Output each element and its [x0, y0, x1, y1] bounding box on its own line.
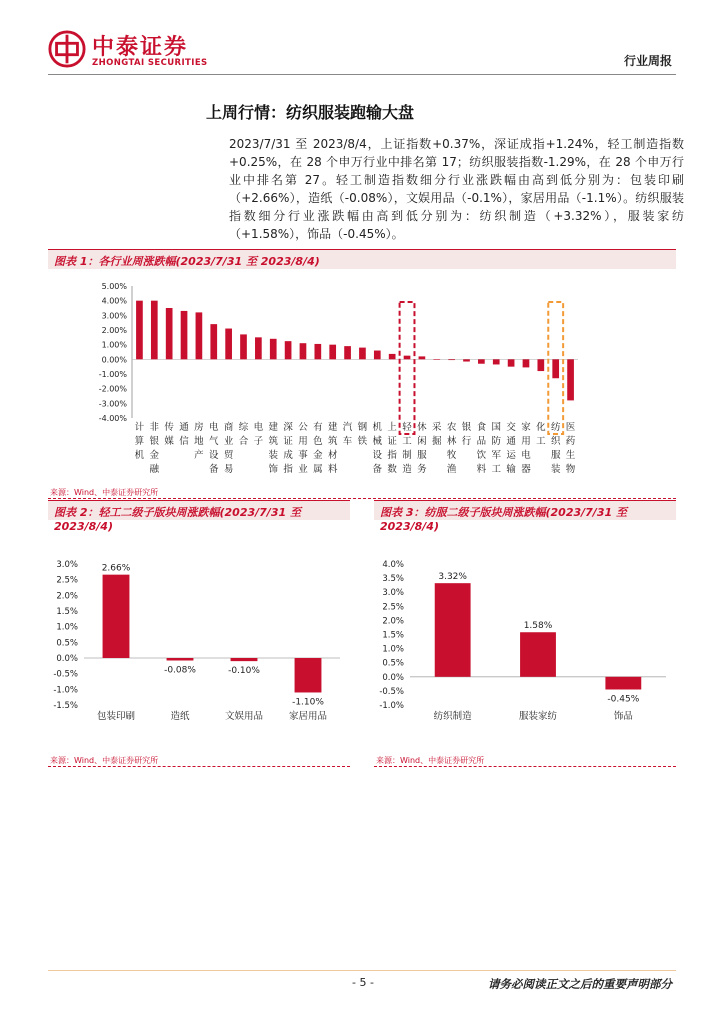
y-tick-label: -0.5%	[53, 669, 78, 680]
x-tick-label: 机	[372, 422, 383, 433]
x-tick-label: 渔	[446, 464, 457, 475]
y-tick-label: 2.5%	[382, 602, 404, 613]
y-tick-label: 1.5%	[382, 630, 404, 641]
x-tick-label: 业	[298, 464, 308, 475]
y-tick-label: 3.0%	[56, 560, 78, 570]
y-tick-label: -1.0%	[53, 685, 78, 696]
bar-休闲服务	[419, 356, 426, 359]
y-tick-label: 2.5%	[56, 575, 78, 586]
y-tick-label: 0.0%	[382, 672, 404, 683]
figure-3-title: 图表 3：纺服二级子版块周涨跌幅(2023/7/31 至 2023/8/4)	[374, 500, 676, 520]
x-tick-label: 计	[134, 422, 145, 433]
data-label: 3.32%	[438, 572, 467, 583]
x-tick-label: 服	[417, 450, 427, 461]
x-tick-label: 品	[476, 436, 487, 447]
x-tick-label: 行	[461, 436, 472, 447]
x-tick-label: 贸	[223, 450, 234, 461]
x-tick-label: 属	[313, 464, 323, 475]
bar-纺织服装	[552, 359, 559, 378]
x-tick-label: 筑	[268, 436, 278, 447]
x-tick-label: 上	[387, 422, 397, 433]
x-tick-label: 掘	[432, 436, 442, 447]
bar-有色金属	[314, 344, 321, 359]
bar-文娱用品	[231, 658, 258, 661]
bar-轻工制造	[404, 356, 411, 360]
bar-非银金融	[151, 301, 158, 360]
x-tick-label: 商	[223, 422, 234, 433]
x-tick-label: 物	[565, 464, 576, 475]
x-tick-label: 造纸	[170, 711, 190, 722]
x-tick-label: 工	[402, 436, 412, 447]
x-tick-label: 房	[194, 422, 204, 433]
bar-交通运输	[508, 359, 515, 366]
x-tick-label: 气	[209, 436, 219, 447]
figure-3-divider	[374, 766, 676, 767]
logo-english-name: ZHONGTAI SECURITIES	[92, 58, 208, 68]
x-tick-label: 易	[223, 464, 234, 475]
x-tick-label: 车	[342, 436, 353, 447]
x-tick-label: 林	[446, 436, 457, 447]
x-tick-label: 事	[298, 450, 308, 461]
y-tick-label: -1.5%	[53, 701, 78, 711]
x-tick-label: 装	[268, 450, 278, 461]
report-type-label: 行业周报	[623, 54, 672, 68]
x-tick-label: 装	[550, 464, 561, 475]
disclaimer-text: 请务必阅读正文之后的重要声明部分	[488, 977, 672, 991]
y-tick-label: 0.5%	[382, 658, 404, 669]
bar-包装印刷	[103, 575, 130, 658]
figure-1-divider	[48, 498, 676, 499]
figure-2-source: 来源：Wind、中泰证券研究所	[50, 756, 159, 765]
x-tick-label: 材	[327, 450, 338, 461]
figure-1-bar-chart	[48, 272, 676, 484]
x-tick-label: 运	[506, 450, 516, 461]
y-tick-label: -1.0%	[379, 701, 404, 711]
x-tick-label: 医	[565, 422, 576, 433]
x-tick-label: 电	[209, 422, 219, 433]
x-tick-label: 家居用品	[288, 711, 328, 722]
data-label: -1.10%	[292, 697, 324, 708]
y-tick-label: 1.0%	[56, 622, 78, 633]
x-tick-label: 药	[565, 436, 576, 447]
x-tick-label: 地	[194, 436, 204, 447]
x-tick-label: 防	[491, 436, 501, 447]
x-tick-label: 织	[550, 436, 561, 447]
bar-家用电器	[523, 359, 530, 367]
x-tick-label: 成	[283, 450, 293, 461]
x-tick-label: 机	[134, 450, 145, 461]
section-title: 上周行情：纺织服装跑输大盘	[206, 103, 415, 122]
figure-2-title: 图表 2：轻工二级子版块周涨跌幅(2023/7/31 至 2023/8/4)	[48, 500, 350, 520]
x-tick-label: 纺	[550, 422, 561, 433]
bar-房地产	[196, 312, 203, 359]
bar-纺织制造	[435, 583, 471, 677]
header-divider	[48, 74, 676, 75]
x-tick-label: 证	[283, 436, 293, 447]
figure-1-source: 来源：Wind、中泰证券研究所	[50, 488, 159, 497]
x-tick-label: 有	[313, 422, 323, 433]
x-tick-label: 传	[164, 422, 174, 433]
x-tick-label: 综	[238, 422, 249, 433]
x-tick-label: 饰	[268, 464, 278, 475]
x-tick-label: 算	[134, 436, 145, 447]
x-tick-label: 电	[521, 450, 531, 461]
x-tick-label: 农	[446, 422, 457, 433]
x-tick-label: 电	[253, 422, 264, 433]
x-tick-label: 非	[149, 422, 160, 433]
x-tick-label: 交	[506, 422, 516, 433]
bar-建筑装饰	[270, 339, 277, 360]
x-tick-label: 家	[521, 422, 531, 433]
bar-农林牧渔	[448, 359, 455, 360]
bar-饰品	[605, 677, 641, 690]
x-tick-label: 工	[491, 464, 501, 475]
x-tick-label: 牧	[446, 450, 457, 461]
figure-2-bar-chart	[48, 522, 350, 732]
x-tick-label: 包装印刷	[96, 711, 136, 722]
y-tick-label: 1.00%	[101, 340, 127, 350]
y-tick-label: 3.5%	[382, 574, 404, 585]
y-tick-label: 2.0%	[382, 616, 404, 627]
bar-机械设备	[374, 351, 381, 360]
x-tick-label: 军	[491, 450, 501, 461]
bar-通信	[181, 311, 188, 359]
x-tick-label: 产	[194, 450, 204, 461]
bar-上证指数	[389, 354, 396, 359]
footer-divider	[48, 970, 676, 971]
y-tick-label: -1.00%	[98, 370, 127, 379]
x-tick-label: 公	[298, 422, 308, 433]
x-tick-label: 筑	[327, 436, 338, 447]
bar-采掘	[433, 359, 440, 360]
figure-3-bar-chart	[374, 522, 676, 732]
y-tick-label: 2.0%	[56, 591, 78, 602]
x-tick-label: 信	[179, 436, 189, 447]
x-tick-label: 务	[417, 464, 427, 475]
x-tick-label: 用	[298, 436, 308, 447]
bar-国防军工	[493, 359, 500, 364]
x-tick-label: 媒	[164, 436, 174, 447]
x-tick-label: 输	[506, 464, 516, 475]
y-tick-label: 3.00%	[101, 311, 127, 321]
x-tick-label: 备	[209, 464, 219, 475]
x-tick-label: 色	[313, 436, 323, 447]
y-tick-label: 0.0%	[56, 654, 78, 664]
data-label: 2.66%	[101, 563, 131, 574]
x-tick-label: 指	[387, 450, 397, 461]
y-tick-label: 5.00%	[101, 282, 127, 291]
y-tick-label: -3.00%	[98, 399, 127, 409]
bar-食品饮料	[478, 359, 485, 363]
x-tick-label: 饮	[476, 450, 487, 461]
y-tick-label: -0.5%	[379, 686, 404, 697]
x-tick-label: 建	[268, 422, 278, 433]
x-tick-label: 休	[417, 422, 427, 433]
y-tick-label: 4.0%	[382, 560, 404, 570]
bar-造纸	[167, 658, 194, 661]
x-tick-label: 闲	[417, 436, 427, 447]
y-tick-label: -2.00%	[98, 384, 127, 394]
x-tick-label: 业	[223, 436, 234, 447]
x-tick-label: 银	[461, 422, 472, 433]
y-tick-label: 1.0%	[382, 644, 404, 655]
x-tick-label: 器	[521, 464, 531, 475]
data-label: -0.08%	[164, 665, 196, 676]
x-tick-label: 融	[149, 464, 160, 475]
y-tick-label: 4.00%	[101, 296, 127, 306]
bar-家居用品	[295, 658, 322, 692]
figure-3-source: 来源：Wind、中泰证券研究所	[376, 756, 485, 765]
bar-钢铁	[359, 348, 366, 360]
bar-深证成指	[285, 341, 292, 359]
x-tick-label: 采	[432, 422, 442, 433]
page-number: - 5 -	[352, 976, 374, 989]
x-tick-label: 纺织制造	[433, 711, 472, 722]
x-tick-label: 合	[238, 436, 249, 447]
x-tick-label: 料	[327, 464, 338, 475]
x-tick-label: 化	[536, 422, 546, 433]
x-tick-label: 工	[536, 436, 546, 447]
bar-服装家纺	[520, 632, 556, 677]
figure-1-title: 图表 1：各行业周涨跌幅(2023/7/31 至 2023/8/4)	[48, 249, 676, 269]
data-label: -0.10%	[228, 666, 260, 677]
logo-chinese-name: 中泰证券	[92, 35, 189, 60]
x-tick-label: 食	[476, 422, 487, 433]
y-tick-label: -4.00%	[98, 414, 127, 423]
x-tick-label: 汽	[342, 422, 353, 433]
x-tick-label: 料	[476, 464, 487, 475]
bar-电气设备	[210, 324, 217, 359]
x-tick-label: 械	[372, 436, 383, 447]
bar-医药生物	[567, 359, 574, 400]
x-tick-label: 金	[149, 450, 160, 461]
x-tick-label: 服装家纺	[518, 711, 558, 722]
bar-综合	[240, 334, 247, 359]
x-tick-label: 通	[179, 422, 189, 433]
bar-传媒	[166, 308, 173, 359]
x-tick-label: 饰品	[613, 711, 633, 722]
x-tick-label: 指	[283, 464, 293, 475]
y-tick-label: 0.00%	[101, 355, 127, 365]
x-tick-label: 建	[327, 422, 338, 433]
x-tick-label: 银	[149, 436, 160, 447]
x-tick-label: 通	[506, 436, 516, 447]
x-tick-label: 国	[491, 422, 501, 433]
bar-商业贸易	[225, 329, 232, 360]
x-tick-label: 服	[550, 450, 561, 461]
data-label: 1.58%	[523, 621, 553, 632]
x-tick-label: 制	[402, 450, 412, 461]
x-tick-label: 设	[209, 450, 219, 461]
zhongtai-logo-icon	[48, 30, 86, 68]
bar-电子	[255, 337, 262, 359]
x-tick-label: 用	[521, 436, 531, 447]
y-tick-label: 3.0%	[382, 588, 404, 599]
x-tick-label: 金	[313, 450, 323, 461]
x-tick-label: 数	[387, 464, 397, 475]
x-tick-label: 证	[387, 436, 397, 447]
x-tick-label: 轻	[402, 422, 412, 433]
x-tick-label: 子	[253, 436, 264, 447]
bar-银行	[463, 359, 470, 361]
x-tick-label: 造	[402, 464, 412, 475]
x-tick-label: 深	[283, 422, 293, 433]
x-tick-label: 设	[372, 450, 383, 461]
x-tick-label: 铁	[357, 436, 368, 447]
x-tick-label: 备	[372, 464, 383, 475]
bar-公用事业	[300, 343, 307, 359]
figure-2-divider	[48, 766, 350, 767]
y-tick-label: 1.5%	[56, 607, 78, 617]
bar-建筑材料	[329, 345, 336, 360]
x-tick-label: 文娱用品	[224, 711, 264, 722]
highlight-box-轻工制造	[400, 302, 415, 434]
data-label: -0.45%	[607, 694, 640, 705]
market-summary-paragraph: 2023/7/31 至 2023/8/4，上证指数+0.37%，深证成指+1.24%，轻工制造指数+0.25%，在 28 个申万行业中排名第 17；纺织服装指数-1.29%，在 28 个申万行业中排名第 27。轻工制造指数细分行业涨跌幅由高到低分别为：包装印刷（+2.66%），造纸（-0.08%），文娱用品（-0.1%），家居用品（-1.1%）。纺织服装指数细分行业涨跌幅由高到低分别为：纺织制造（+3.32%），服装家纺（+1.58%），饰品（-0.45%）。	[229, 137, 684, 241]
company-logo	[48, 26, 228, 74]
x-tick-label: 钢	[357, 422, 368, 433]
bar-化工	[537, 359, 544, 371]
bar-汽车	[344, 346, 351, 359]
y-tick-label: 0.5%	[56, 638, 78, 649]
bar-计算机	[136, 301, 143, 360]
y-tick-label: 2.00%	[101, 326, 127, 335]
x-tick-label: 生	[565, 450, 576, 461]
